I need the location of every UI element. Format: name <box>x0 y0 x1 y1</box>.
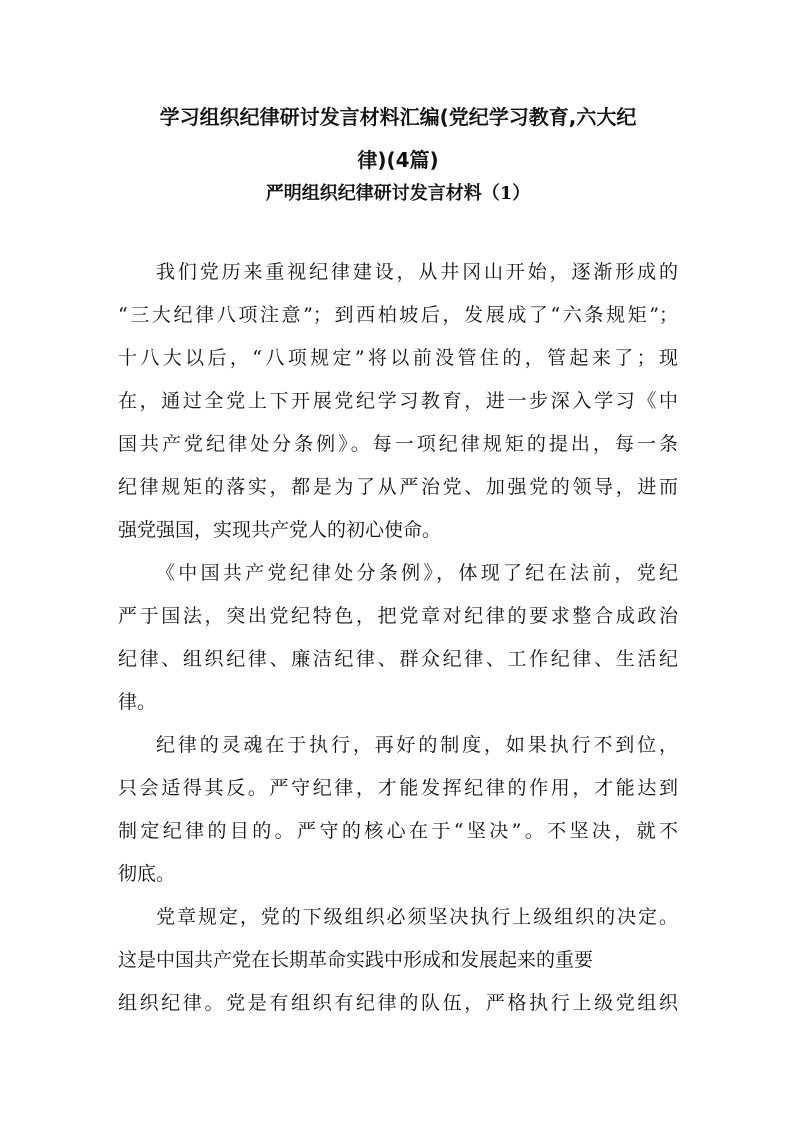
document-title-line-1: 学习组织纪律研讨发言材料汇编(党纪学习教育,六大纪 <box>159 105 637 129</box>
paragraph-1-line: 强党强国，实现共产党人的初心使命。 <box>118 519 442 541</box>
document-title-line-2: 律)(4篇) <box>357 148 439 172</box>
paragraph-4-line: 组织纪律。党是有组织有纪律的队伍，严格执行上级党组织 <box>118 992 678 1014</box>
paragraph-1-line: 在，通过全党上下开展党纪学习教育，进一步深入学习《中 <box>118 390 678 412</box>
paragraph-2-line: 律。 <box>118 691 157 713</box>
paragraph-1-line: 纪律规矩的落实，都是为了从严治党、加强党的领导，进而 <box>118 476 678 498</box>
paragraph-2-line: 纪律、组织纪律、廉洁纪律、群众纪律、工作纪律、生活纪 <box>118 648 678 670</box>
paragraph-4-line: 这是中国共产党在长期革命实践中形成和发展起来的重要 <box>118 949 594 971</box>
paragraph-2-line: 《中国共产党纪律处分条例》，体现了纪在法前，党纪 <box>156 562 678 584</box>
paragraph-3-line: 制定纪律的目的。严守的核心在于“坚决”。不坚决，就不 <box>118 820 678 842</box>
paragraph-1-line: 十八大以后，“八项规定”将以前没管住的，管起来了；现 <box>118 347 678 369</box>
paragraph-4-line: 党章规定，党的下级组织必须坚决执行上级组织的决定。 <box>156 906 678 928</box>
paragraph-1-line: “三大纪律八项注意”；到西柏坡后，发展成了“六条规矩”； <box>118 304 678 326</box>
paragraph-2-line: 严于国法，突出党纪特色，把党章对纪律的要求整合成政治 <box>118 605 678 627</box>
paragraph-3-line: 彻底。 <box>118 863 176 885</box>
paragraph-3-line: 纪律的灵魂在于执行，再好的制度，如果执行不到位， <box>156 734 678 756</box>
section-subtitle: 严明组织纪律研讨发言材料（1） <box>265 183 531 204</box>
paragraph-1-line: 国共产党纪律处分条例》。每一项纪律规矩的提出，每一条 <box>118 433 678 455</box>
paragraph-1-line: 我们党历来重视纪律建设，从井冈山开始，逐渐形成的 <box>156 261 678 283</box>
paragraph-3-line: 只会适得其反。严守纪律，才能发挥纪律的作用，才能达到 <box>118 777 678 799</box>
